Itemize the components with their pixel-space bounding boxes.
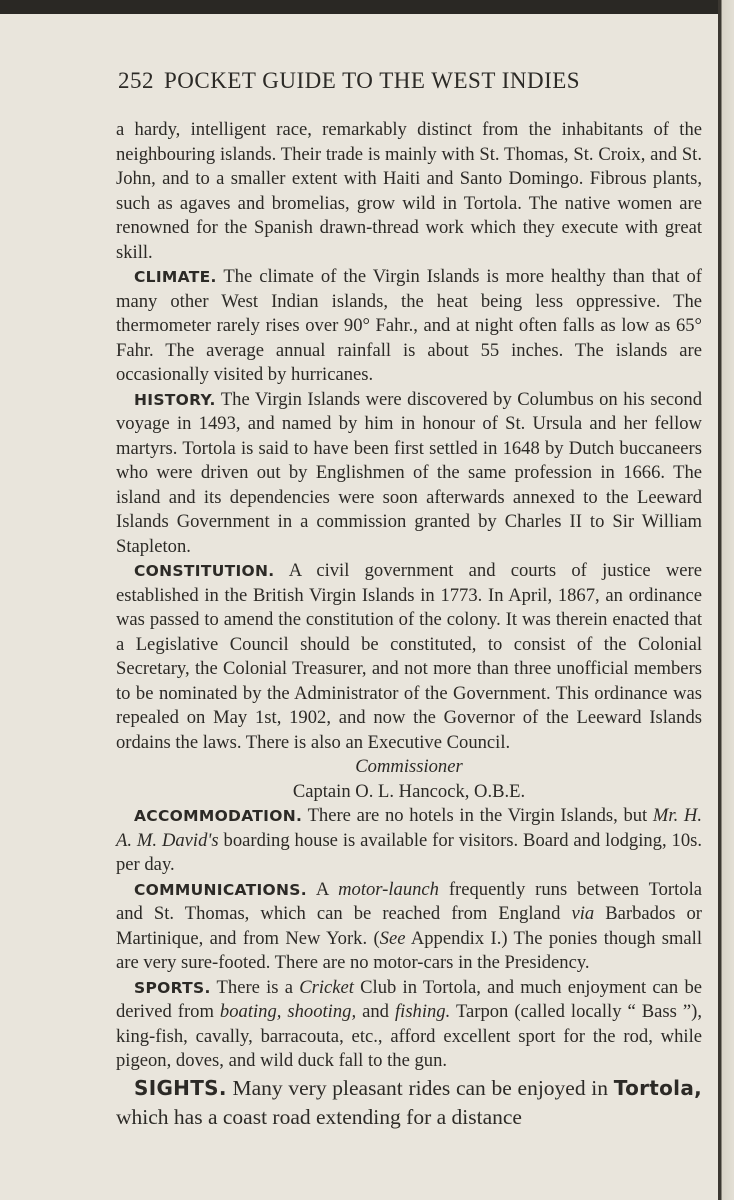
- climate-heading: CLIMATE.: [134, 268, 217, 286]
- adjacent-page-edge: [718, 0, 734, 1200]
- accommodation-text-a: There are no hotels in the Virgin Islands, but: [307, 805, 648, 826]
- sports-text-c: and: [362, 1001, 389, 1022]
- communications-italic-c: See: [379, 927, 406, 949]
- accommodation-paragraph: [116, 804, 702, 878]
- running-title: POCKET GUIDE TO THE WEST INDIES: [164, 68, 581, 93]
- commissioner-label: Commissioner: [355, 756, 463, 777]
- constitution-heading: CONSTITUTION.: [134, 562, 275, 580]
- sights-text-b: which has a coast road extending for a distance: [116, 1104, 522, 1129]
- sights-bold: Tortola,: [613, 1075, 703, 1100]
- accommodation-text-b: boarding house is available for visitors. Board and lodging, 10s. per day.: [116, 829, 703, 875]
- running-header: [118, 68, 708, 98]
- sights-text-a: Many very pleasant rides can be enjoyed in: [232, 1075, 609, 1100]
- commissioner-name: Captain O. L. Hancock, O.B.E.: [292, 780, 526, 802]
- climate-paragraph: [116, 265, 702, 388]
- communications-italic-b: via: [571, 903, 595, 924]
- history-paragraph: [116, 388, 702, 560]
- communications-paragraph: [116, 878, 702, 976]
- history-text: The Virgin Islands were discovered by Columbus on his second voyage in 1493, and named by him in honour of St. Ursula and her fellow martyrs. Tortola is said to have been first settled in 1648 by Dutch buccaneers who were driven out by Englishmen of the same profession in 1666. The island and its dependencies were soon afterwards annexed to the Leeward Islands Government in a commission granted by Charles II to Sir William Stapleton.: [116, 388, 702, 557]
- sights-paragraph: [116, 1074, 702, 1132]
- intro-paragraph: a hardy, intelligent race, remarkably distinct from the inhabitants of the neighbouring islands. Their trade is mainly with St. Thomas, St. Croix, and St. John, and to a smaller extent with Haiti and Santo Domingo. Fibrous plants, such as agaves and bromelias, grow wild in Tortola. The native women are renowned for the Spanish drawn-thread work which they execute with great skill.: [116, 119, 702, 263]
- body-text: [116, 118, 702, 1132]
- history-heading: HISTORY.: [134, 390, 216, 409]
- sports-text-a: There is a: [216, 976, 293, 998]
- communications-text-c: Barbados or Martinique, and from New York. (: [116, 903, 702, 949]
- accommodation-italic: Mr. H. A. M. David's: [116, 805, 703, 851]
- sports-italic-a: Cricket: [299, 976, 354, 998]
- communications-text-d: Appendix I.) The ponies though small are very sure-footed. There are no motor-cars in the Presidency.: [116, 927, 703, 973]
- book-page: [0, 14, 718, 1200]
- sights-heading: SIGHTS.: [134, 1075, 227, 1100]
- climate-text: The climate of the Virgin Islands is more healthy than that of many other West Indian islands, the heat being less oppressive. The thermometer rarely rises over 90° Fahr., and at night often falls as low as 65° Fahr. The average annual rainfall is about 55 inches. The islands are occasionally visited by hurricanes.: [116, 266, 702, 385]
- communications-italic-a: motor-launch: [338, 878, 439, 900]
- sports-italic-b: boating, shooting,: [219, 1001, 357, 1022]
- communications-text-a: A: [315, 878, 329, 900]
- sports-text-b: Club in Tortola, and much enjoyment can be derived from: [116, 976, 702, 1022]
- communications-heading: COMMUNICATIONS.: [134, 880, 307, 899]
- sports-paragraph: [116, 976, 702, 1074]
- sports-text-d: Tarpon (called locally “ Bass ”), king-fish, cavally, barracouta, etc., afford excellent sport for the rod, while pigeon, doves, and wild duck fall to the gun.: [116, 1001, 702, 1071]
- accommodation-heading: ACCOMMODATION.: [134, 807, 303, 825]
- page-number: 252: [118, 68, 154, 93]
- communications-text-b: frequently runs between Tortola and St. Thomas, which can be reached from England: [116, 878, 702, 924]
- sports-italic-c: fishing.: [394, 1001, 451, 1022]
- constitution-text: A civil government and courts of justice were established in the British Virgin Islands in 1773. In April, 1867, an ordinance was passed to amend the constitution of the colony. It was therein enacted that a Legislative Council should be constituted, to consist of the Colonial Secretary, the Colonial Treasurer, and not more than three unofficial members to be nominated by the Administrator of the Government. This ordinance was repealed on May 1st, 1902, and now the Governor of the Leeward Islands ordains the laws. There is also an Executive Council.: [116, 560, 702, 753]
- sports-heading: SPORTS.: [134, 978, 211, 997]
- constitution-paragraph: [116, 559, 702, 755]
